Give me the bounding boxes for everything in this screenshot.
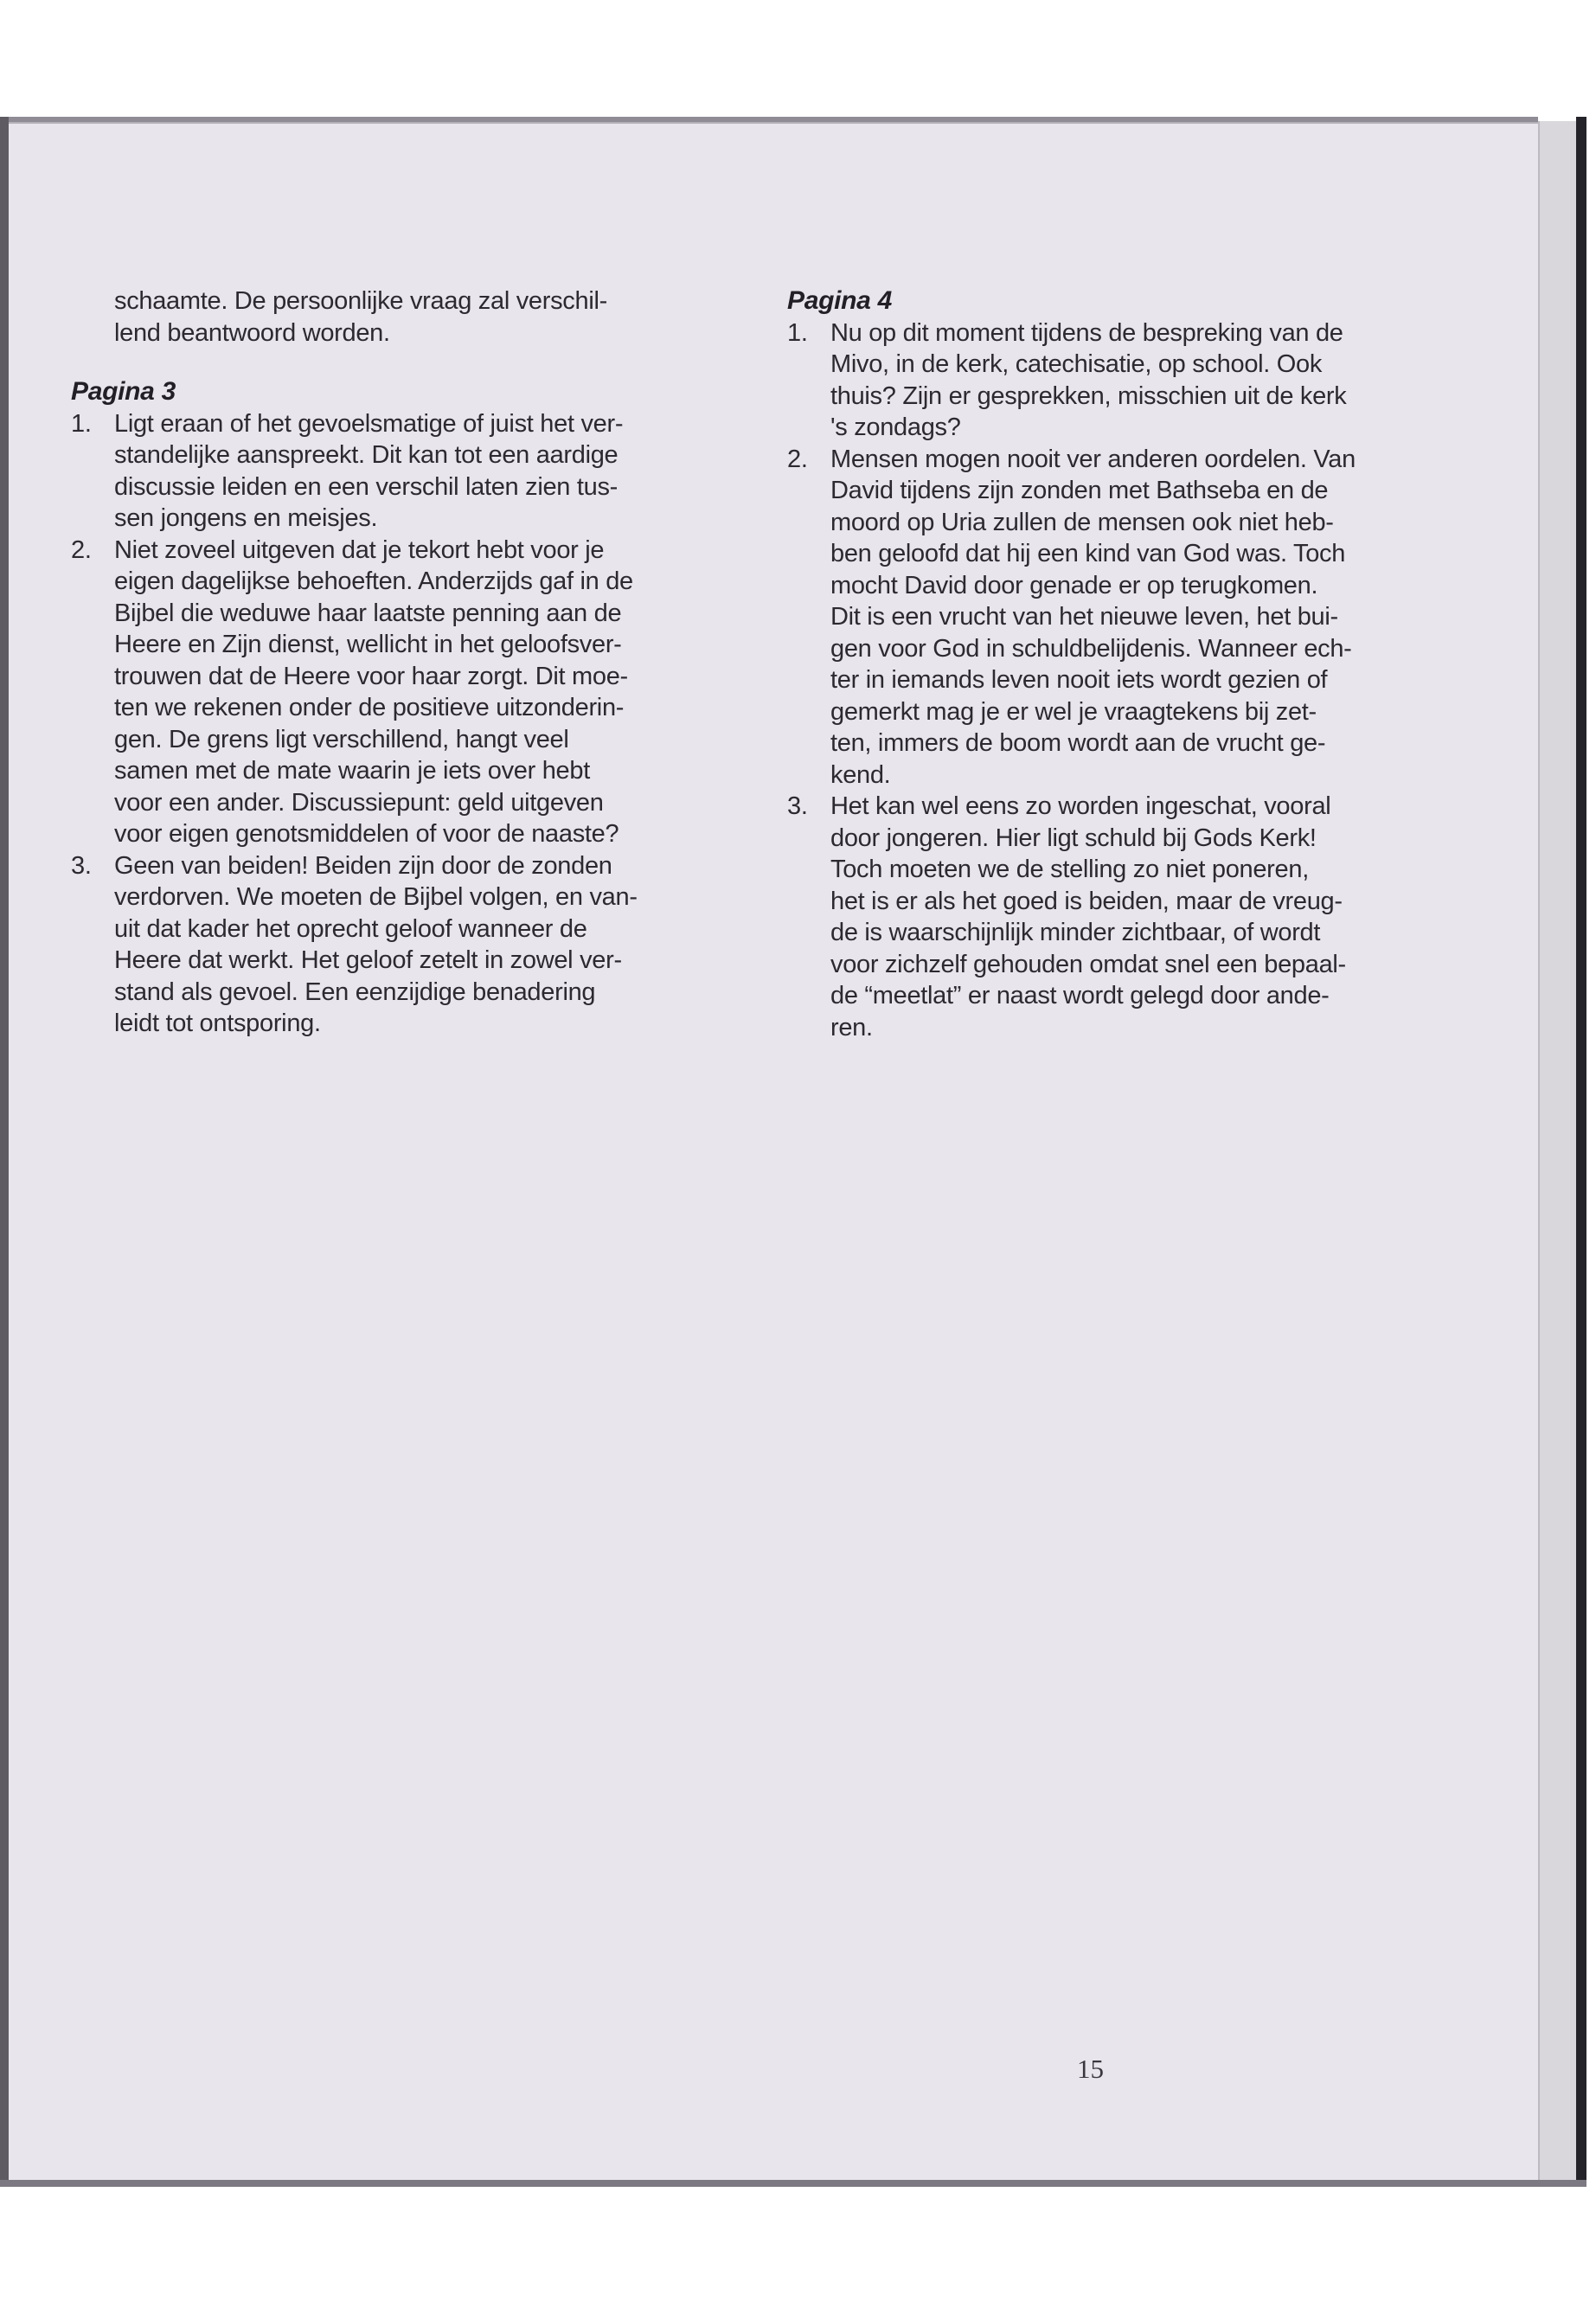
item-text: Het kan wel eens zo worden ingeschat, vooral door jongeren. Hier ligt schuld bij Gods Kerk! Toch moeten we de stelling zo niet poneren, het is er als het goed is beiden, maar de vreug- de is waarschijnlijk minder zichtbaar, of wordt voor zichzelf gehouden omdat snel een bepaal- de “meetlat” er naast wordt gelegd door ande- ren.	[830, 792, 1346, 1042]
list-item	[71, 535, 694, 850]
item-number: 2.	[71, 535, 92, 564]
book-spine	[1576, 117, 1586, 2184]
item-number: 2.	[787, 445, 808, 473]
item-text: Geen van beiden! Beiden zijn door de zonden verdorven. We moeten de Bijbel volgen, en van- uit dat kader het oprecht geloof wanneer de Heere dat werkt. Het geloof zetelt in zowel ver- stand als gevoel. Een eenzijdige benadering leidt tot ontsporing.	[114, 851, 638, 1037]
answer-list-pagina-3	[71, 408, 694, 1040]
left-column	[71, 285, 694, 1040]
item-text: Mensen mogen nooit ver anderen oordelen. Van David tijdens zijn zonden met Bathseba en de moord op Uria zullen de mensen ook niet heb- ben geloofd dat hij een kind van God was. Toch mocht David door genade er op terugkomen. Dit is een vrucht van het nieuwe leven, het bui- gen voor God in schuldbelijdenis. Wanneer ech- ter in iemands leven nooit iets wordt gezien of gemerkt mag je er wel je vraagtekens bij zet- ten, immers de boom wordt aan de vrucht ge- kend.	[830, 445, 1356, 789]
section-heading-pagina-4: Pagina 4	[787, 286, 892, 315]
item-text: Nu op dit moment tijdens de bespreking van de Mivo, in de kerk, catechisatie, op school. Ook thuis? Zijn er gesprekken, misschien uit de kerk 's zondags?	[830, 318, 1347, 441]
item-number: 1.	[787, 318, 808, 347]
list-item	[787, 444, 1410, 792]
list-item	[71, 408, 694, 535]
item-number: 1.	[71, 409, 92, 438]
list-item	[71, 850, 694, 1040]
book-edge-bottom	[0, 2180, 1586, 2187]
item-number: 3.	[71, 851, 92, 880]
section-heading-pagina-3: Pagina 3	[71, 377, 176, 406]
binding-edge-left	[0, 117, 9, 2180]
item-text: Niet zoveel uitgeven dat je tekort hebt voor je eigen dagelijkse behoeften. Anderzijds gaf in de Bijbel die weduwe haar laatste penning aan de Heere en Zijn dienst, wellicht in het geloofsver- trouwen dat de Heere voor haar zorgt. Dit moe- ten we rekenen onder de positieve uitzonderin- gen. De grens ligt verschillend, hangt veel samen met de mate waarin je iets over hebt voor een ander. Discussiepunt: geld uitgeven voor eigen genotsmiddelen of voor de naaste?	[114, 535, 633, 848]
intro-paragraph: schaamte. De persoonlijke vraag zal verschil- lend beantwoord worden.	[114, 287, 607, 347]
right-column	[787, 285, 1410, 1043]
item-number: 3.	[787, 792, 808, 820]
answer-list-pagina-4	[787, 317, 1410, 1044]
item-text: Ligt eraan of het gevoelsmatige of juist het ver- standelijke aanspreekt. Dit kan tot een aardige discussie leiden en een verschil laten zien tus- sen jongens en meisjes.	[114, 409, 624, 532]
list-item	[787, 317, 1410, 444]
page-number: 15	[1077, 2054, 1104, 2084]
list-item	[787, 791, 1410, 1043]
